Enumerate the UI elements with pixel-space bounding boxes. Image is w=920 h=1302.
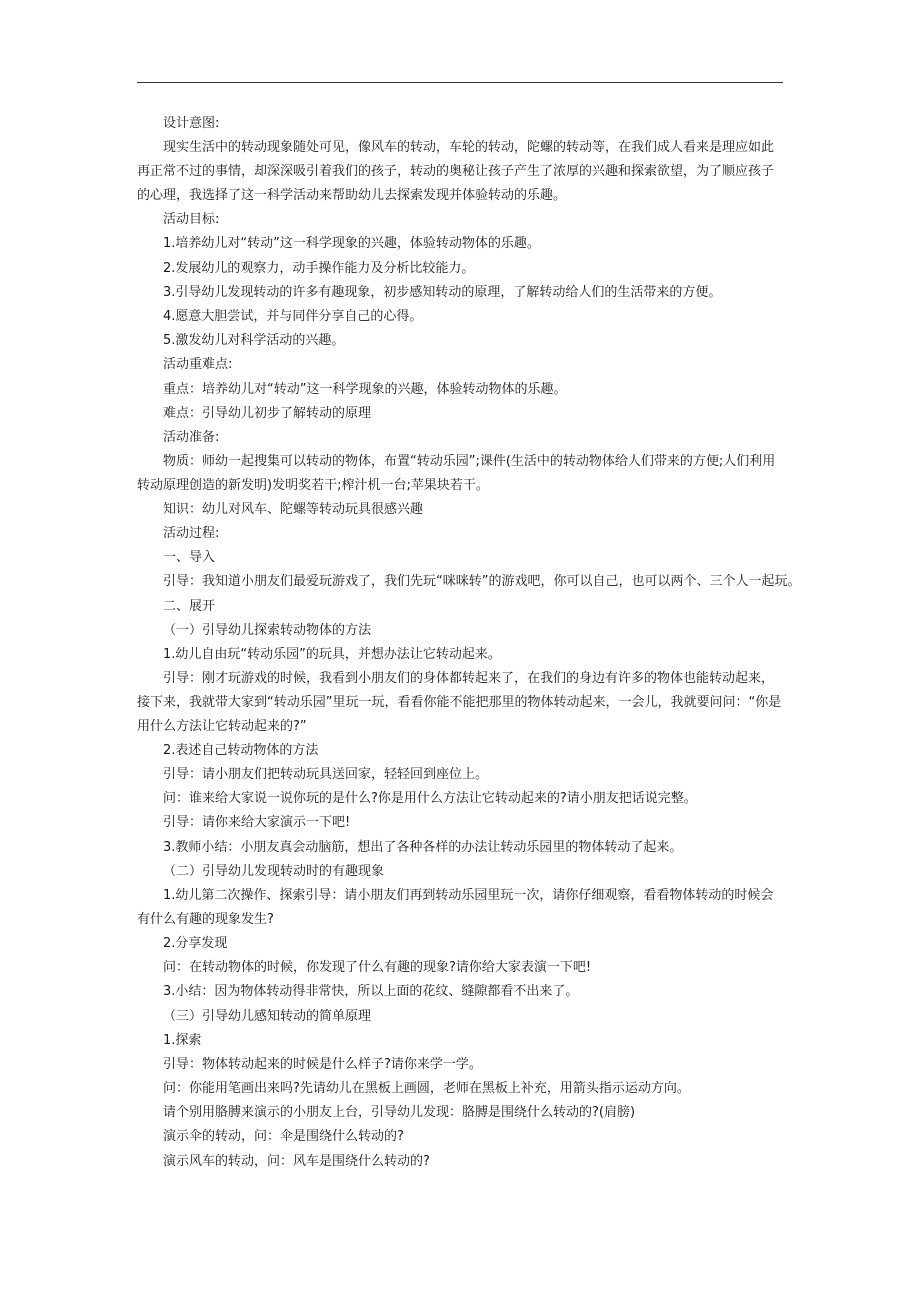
prep-knowledge: 知识：幼儿对风车、陀螺等转动玩具很感兴趣 xyxy=(163,502,424,517)
section-develop: 二、展开 xyxy=(163,599,216,614)
step-1-2: 2.表述自己转动物体的方法 xyxy=(163,743,319,758)
step-2-3: 3.小结：因为物体转动得非常快，所以上面的花纹、缝隙都看不出来了。 xyxy=(163,984,579,999)
objective-4: 4.愿意大胆尝试，并与同伴分享自己的心得。 xyxy=(163,309,423,324)
header-rule xyxy=(137,82,783,83)
heading-key-points: 活动重难点: xyxy=(163,357,233,372)
step-2-2: 2.分享发现 xyxy=(163,936,228,951)
section-intro: 一、导入 xyxy=(163,550,216,565)
objective-3: 3.引导幼儿发现转动的许多有趣现象，初步感知转动的原理，了解转动给人们的生活带来的方便。 xyxy=(163,285,722,300)
question-1-2: 问：谁来给大家说一说你玩的是什么?你是用什么方法让它转动起来的?请小朋友把话说完整。 xyxy=(163,791,697,806)
step-1-3: 3.教师小结：小朋友真会动脑筋，想出了各种各样的办法让转动乐园里的物体转动了起来。 xyxy=(163,840,683,855)
question-2-2: 问：在转动物体的时候，你发现了什么有趣的现象?请你给大家表演一下吧! xyxy=(163,960,592,975)
step-1-1: 1.幼儿自由玩“转动乐园”的玩具，并想办法让它转动起来。 xyxy=(163,647,501,662)
intro-guide: 引导：我知道小朋友们最爱玩游戏了，我们先玩“咪咪转”的游戏吧，你可以自己，也可以两个、三个人一起玩。 xyxy=(163,574,801,589)
step-2-1: 1.幼儿第二次操作、探索引导：请小朋友们再到转动乐园里玩一次，请你仔细观察，看看物体转动的时候会有什么有趣的现象发生? xyxy=(137,888,774,927)
objective-2: 2.发展幼儿的观察力，动手操作能力及分析比较能力。 xyxy=(163,261,475,276)
heading-design-intent: 设计意图: xyxy=(163,116,220,131)
prep-materials: 物质：师幼一起搜集可以转动的物体，布置“转动乐园”;课件(生活中的转动物体给人们带来的方便;人们利用转动原理创造的新发明)发明奖若干;榨汁机一台;苹果块若干。 xyxy=(137,454,776,493)
demo-windmill: 演示风车的转动，问：风车是围绕什么转动的? xyxy=(163,1154,430,1169)
subsection-3: （三）引导幼儿感知转动的简单原理 xyxy=(163,1009,372,1024)
subsection-2: （二）引导幼儿发现转动时的有趣现象 xyxy=(163,864,385,879)
heading-process: 活动过程: xyxy=(163,526,220,541)
demo-arm: 请个别用胳膊来演示的小朋友上台，引导幼儿发现：胳膊是围绕什么转动的?(肩膀) xyxy=(163,1105,636,1120)
guide-3-1: 引导：物体转动起来的时候是什么样子?请你来学一学。 xyxy=(163,1057,482,1072)
step-3-1: 1.探索 xyxy=(163,1033,202,1048)
guide-1-2b: 引导：请你来给大家演示一下吧! xyxy=(163,815,351,830)
heading-preparation: 活动准备: xyxy=(163,430,220,445)
heading-objectives: 活动目标: xyxy=(163,212,220,227)
question-3-1: 问：你能用笔画出来吗?先请幼儿在黑板上画圆，老师在黑板上补充，用箭头指示运动方向。 xyxy=(163,1081,690,1096)
difficult-point: 难点：引导幼儿初步了解转动的原理 xyxy=(163,406,372,421)
guide-1-1: 引导：刚才玩游戏的时候，我看到小朋友们的身体都转起来了，在我们的身边有许多的物体也能转动起来，接下来，我就带大家到“转动乐园”里玩一玩，看看你能不能把那里的物体转动起来，一会儿，我就要问问：“你是用什么方法让它转动起来的?” xyxy=(137,671,782,734)
demo-umbrella: 演示伞的转动，问：伞是围绕什么转动的? xyxy=(163,1129,404,1144)
objective-5: 5.激发幼儿对科学活动的兴趣。 xyxy=(163,333,345,348)
key-point: 重点：培养幼儿对“转动”这一科学现象的兴趣，体验转动物体的乐趣。 xyxy=(163,382,567,397)
subsection-1: （一）引导幼儿探索转动物体的方法 xyxy=(163,623,372,638)
objective-1: 1.培养幼儿对“转动”这一科学现象的兴趣，体验转动物体的乐趣。 xyxy=(163,236,540,251)
guide-1-2: 引导：请小朋友们把转动玩具送回家，轻轻回到座位上。 xyxy=(163,767,489,782)
paragraph-design-intent: 现实生活中的转动现象随处可见，像风车的转动，车轮的转动，陀螺的转动等，在我们成人看来是理应如此再正常不过的事情，却深深吸引着我们的孩子，转动的奥秘让孩子产生了浓厚的兴趣和探索欲望，为了顺应孩子的心理，我选择了这一科学活动来帮助幼儿去探索发现并体验转动的乐趣。 xyxy=(137,140,775,203)
